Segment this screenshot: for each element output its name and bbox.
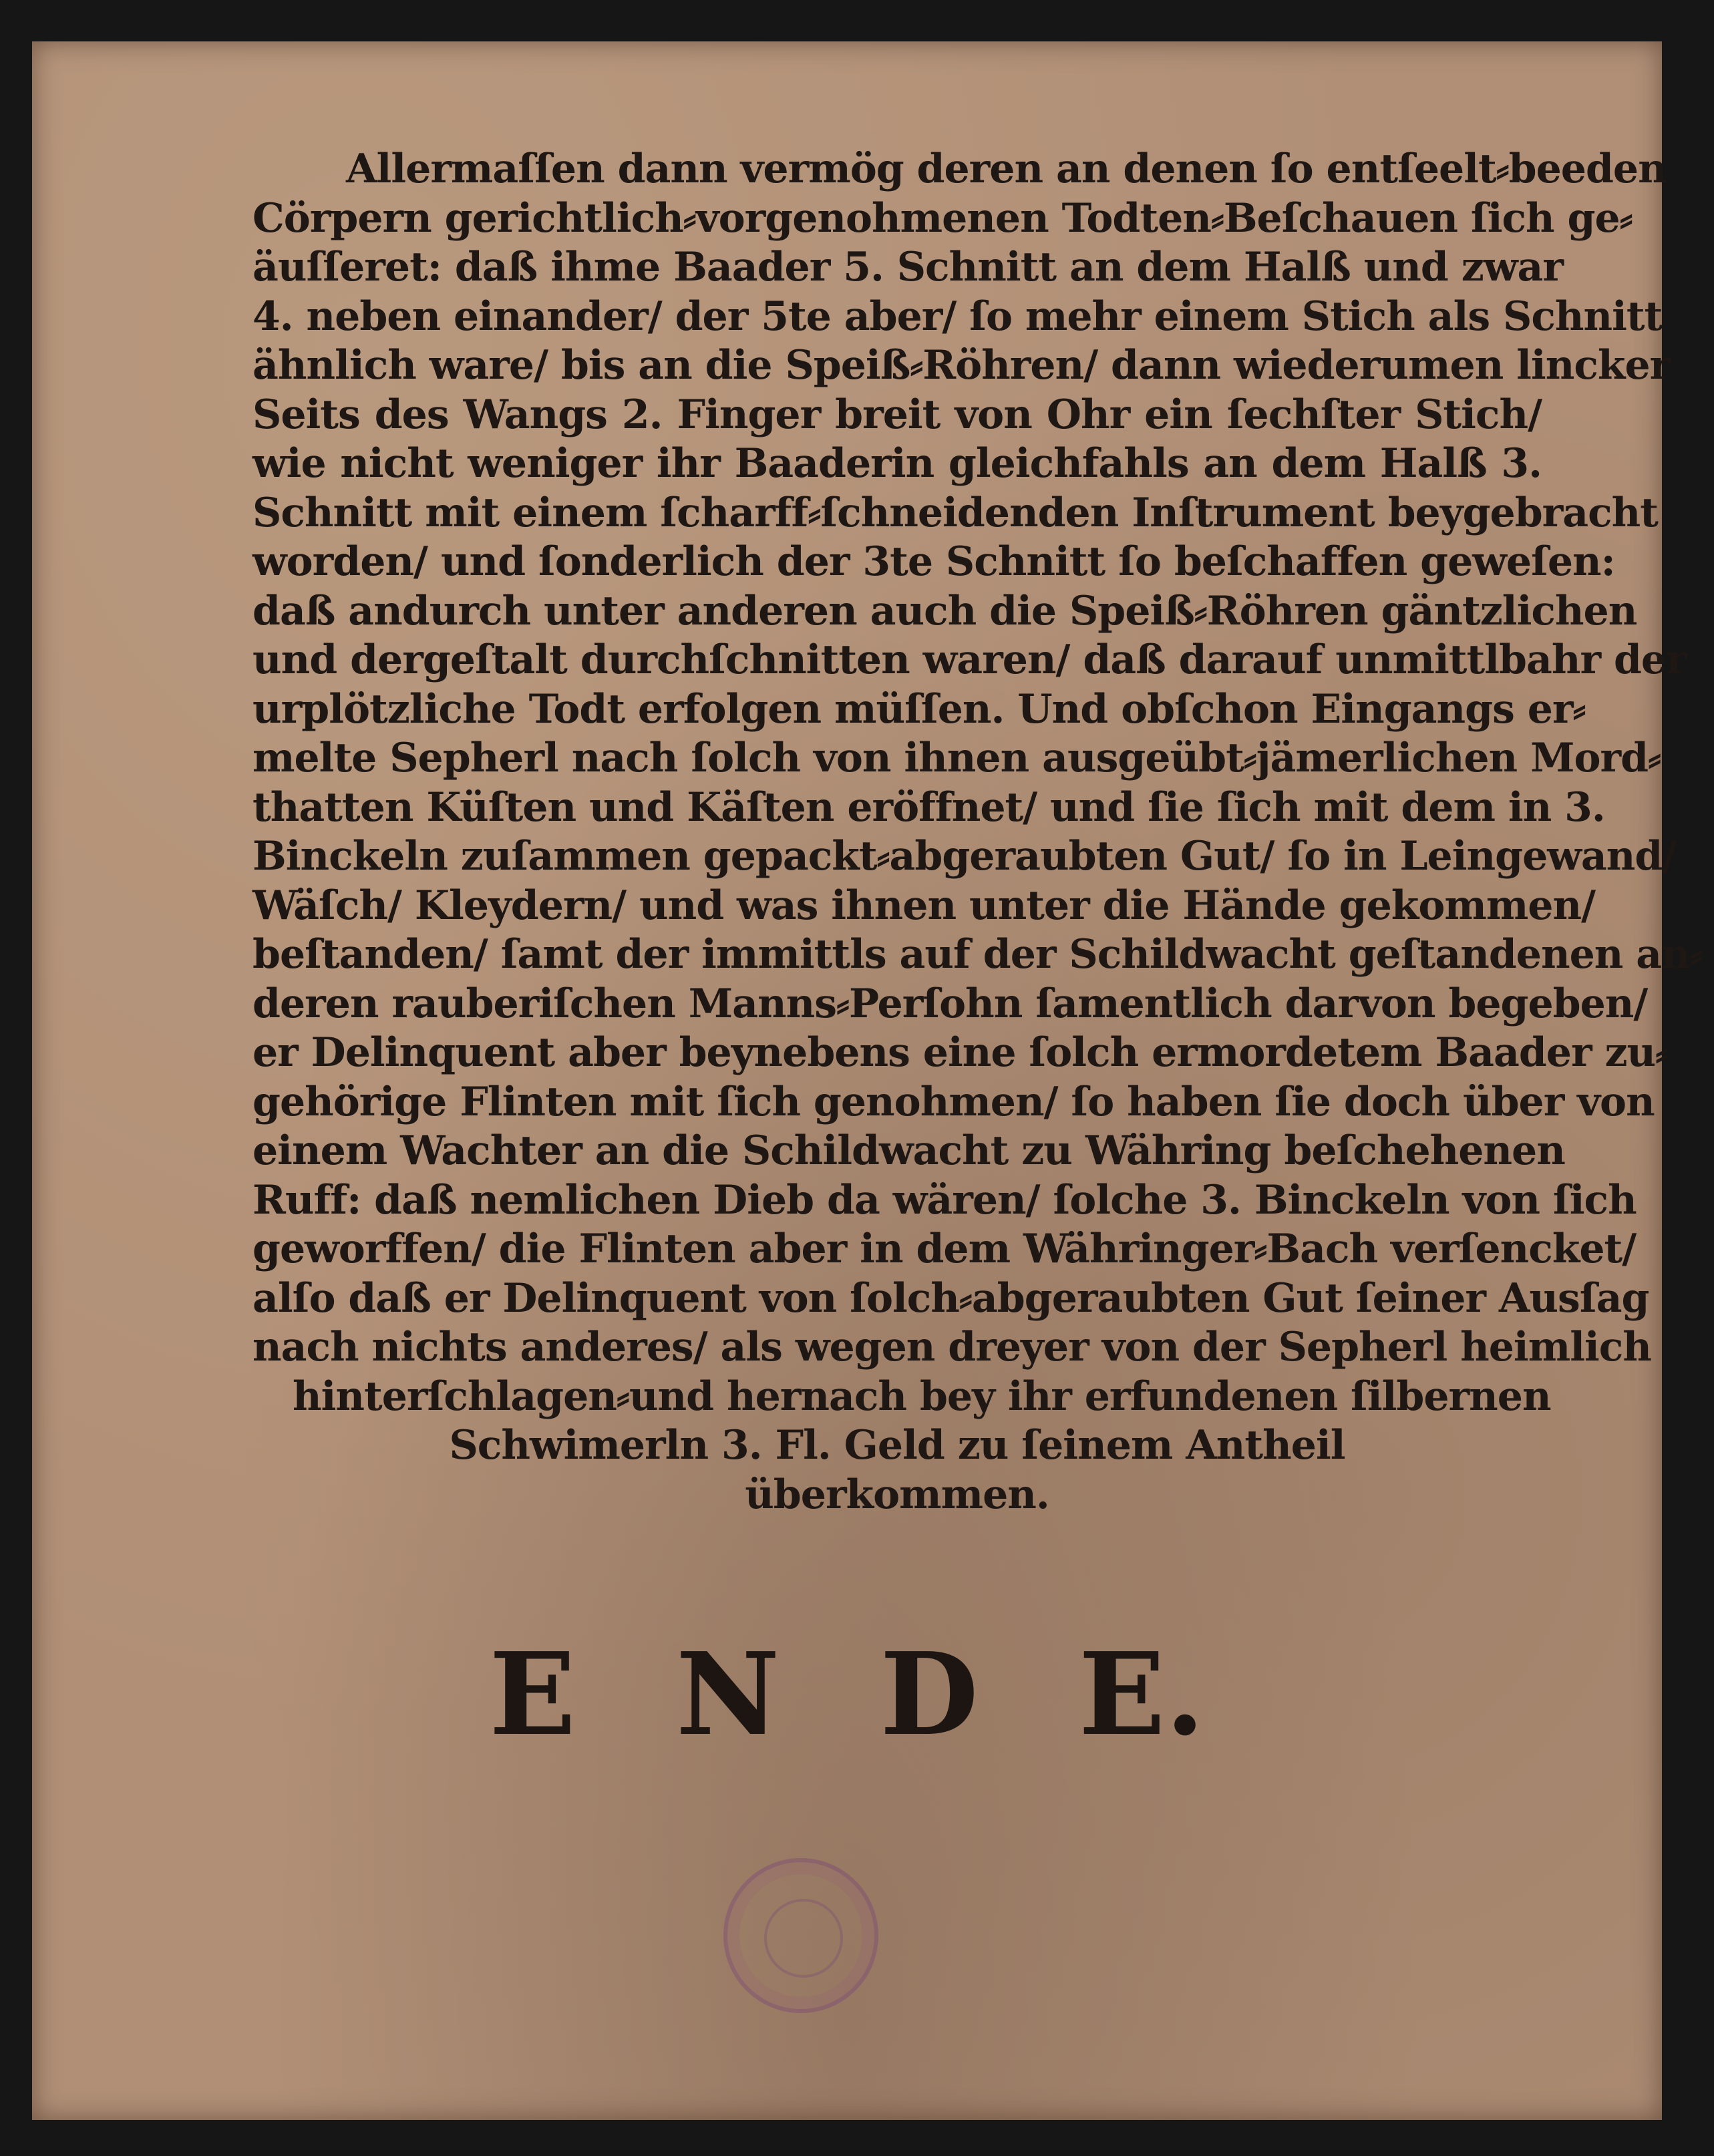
library-stamp-center xyxy=(764,1899,843,1978)
text-line: wie nicht weniger ihr Baaderin gleichfahls an dem Halß 3. xyxy=(252,440,1542,487)
text-line: überkommen. xyxy=(745,1471,1049,1518)
text-line: geworffen/ die Flinten aber in dem Währinger⸗Bach verſencket/ xyxy=(252,1226,1637,1272)
text-line: beſtanden/ ſamt der immittls auf der Schildwacht geſtandenen an⸗ xyxy=(252,931,1703,978)
ende-heading xyxy=(32,1628,1662,1761)
text-line: daß andurch unter anderen auch die Speiß⸗Röhren gäntzlichen xyxy=(252,587,1637,635)
text-line: Seits des Wangs 2. Finger breit von Ohr ein ſechſter Stich/ xyxy=(252,391,1542,438)
text-line: Allermaſſen dann vermög deren an denen ſo entſeelt⸗beeden xyxy=(346,146,1667,192)
text-line: er Delinquent aber beynebens eine ſolch ermordetem Baader zu⸗ xyxy=(252,1029,1669,1076)
text-line: melte Sepherl nach ſolch von ihnen ausgeübt⸗jämerlichen Mord⸗ xyxy=(252,735,1661,781)
text-line: Binckeln zuſammen gepackt⸗abgeraubten Gut/ ſo in Leingewand/ xyxy=(252,833,1677,880)
text-line: urplötzliche Todt erfolgen müſſen. Und obſchon Eingangs er⸗ xyxy=(252,685,1586,733)
text-line: äuſſeret: daß ihme Baader 5. Schnitt an dem Halß und zwar xyxy=(252,244,1563,291)
text-line: deren rauberiſchen Manns⸗Perſohn ſamentlich darvon begeben/ xyxy=(252,980,1648,1027)
text-line: Wäſch/ Kleydern/ und was ihnen unter die Hände gekommen/ xyxy=(252,882,1596,929)
ende-letter: N xyxy=(676,1628,780,1761)
text-line: hinterſchlagen⸗und hernach bey ihr erfundenen ſilbernen xyxy=(293,1373,1551,1420)
text-line: Schwimerln 3. Fl. Geld zu ſeinem Antheil xyxy=(449,1422,1345,1469)
document-page xyxy=(32,41,1703,2120)
text-line: thatten Küſten und Käſten eröffnet/ und ſie ſich mit dem in 3. xyxy=(252,783,1605,831)
text-line: alſo daß er Delinquent von ſolch⸗abgeraubten Gut ſeiner Ausſag xyxy=(252,1274,1649,1322)
text-line: Cörpern gerichtlich⸗vorgenohmenen Todten⸗Beſchauen ſich ge⸗ xyxy=(252,194,1633,242)
text-line: ähnlich ware/ bis an die Speiß⸗Röhren/ dann wiederumen lincker xyxy=(252,342,1671,389)
text-line: einem Wachter an die Schildwacht zu Währing beſchehenen xyxy=(252,1127,1565,1174)
body-text xyxy=(252,145,1703,1519)
text-line: nach nichts anderes/ als wegen dreyer von der Sepherl heimlich xyxy=(252,1324,1651,1371)
text-line: Schnitt mit einem ſcharff⸗ſchneidenden Inſtrument beygebracht xyxy=(252,489,1659,536)
text-line: und dergeſtalt durchſchnitten waren/ daß darauf unmittlbahr der xyxy=(252,637,1687,683)
text-line: worden/ und ſonderlich der 3te Schnitt ſo beſchaffen geweſen: xyxy=(252,538,1615,585)
ende-letter: E. xyxy=(1078,1628,1205,1761)
text-line: gehörige Flinten mit ſich genohmen/ ſo haben ſie doch über von xyxy=(252,1078,1655,1125)
ende-letter: E xyxy=(489,1628,576,1761)
ende-letter: D xyxy=(880,1628,979,1761)
library-stamp xyxy=(723,1858,878,2013)
text-line: Ruff: daß nemlichen Dieb da wären/ ſolche 3. Binckeln von ſich xyxy=(252,1176,1637,1224)
text-line: 4. neben einander/ der 5te aber/ ſo mehr einem Stich als Schnitt xyxy=(252,293,1663,340)
